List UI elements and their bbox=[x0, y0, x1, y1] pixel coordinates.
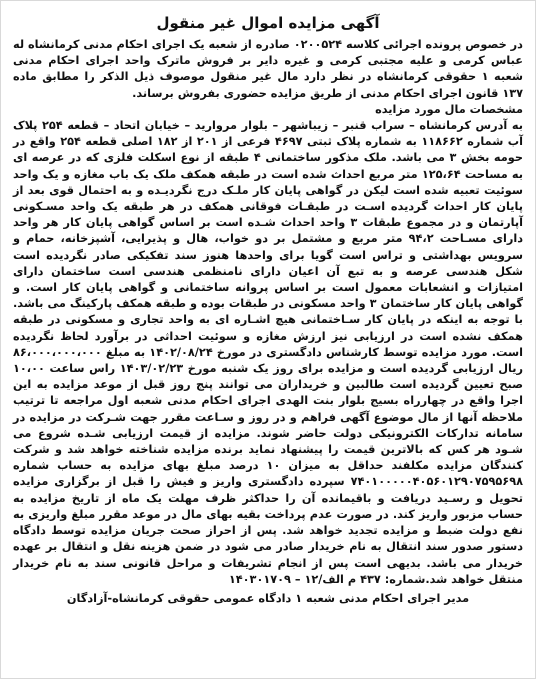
notice-property-heading: مشخصات مال مورد مزایده bbox=[375, 102, 523, 116]
notice-signature: مدیر اجرای احکام مدنی شعبه ۱ دادگاه عمومی حقوقی کرمانشاه-آزادگان bbox=[66, 591, 470, 605]
notice-property-details: به آدرس کرمانشاه – سراب قنبر – زیباشهر – بلوار مروارید – خیابان اتحاد – قطعه ۲۵۴ پلاک آب شماره ۱۱۸۶۶۲ به شماره پلاک ثبتی ۴۶۹۷ فرعی از ۲۰۱ از ۱۸۲ اصلی قطعه ۲۵۴ واقع در حومه بخش ۳ می باشد. ملک مذکور ساختمانی ۴ طبقه از نوع اسکلت فلزی که در عرصه ای به مساحت ۱۲۵،۶۴ متر مربع احداث شده است در طبقه همکف ملک یک باب مغازه و یک واحد سوئیت تعبیه شده است لیکن در گواهی پایان کار ملـک درج نگردیـده و به احتمال قوی بعد از پایان کار احداث گردیده اسـت در طبقـات فوقانی همکف در هر طبقه یک واحد مسـکونی آپارتمان و در مجموع طبقات ۳ واحد احداث شـده است بر اساس گواهی پایان کار هر واحد دارای مسـاحت ۹۴،۲ متر مربع و مشتمل بر دو خواب، هال و پذیرایی، آشپزخانه، حمام و سرویس بهداشتی و تراس است گویا برای واحدها هنوز سند تفکیکی صادر نگردیده است شکل هندسی عرصه و به تبع آن اعیان دارای نامنظمی هندسی است ساختمان دارای امتیازات و انشعابات معمول است بر اساس پروانه ساختمانی و گواهی پایان کار است. و گواهی پایان کار ساختمان ۳ واحد مسکونی در طبقات بوده و طبقه همکف پارکینگ می باشد. با توجه به اینکه در پایان کار سـاختمانی هیچ اشـاره ای به واحد تجاری و مسکونی در طبقه همکف نشده است در ارزیابی نیز ارزش مغازه و سوئیت احداثی در برآورد لحاظ نگردیده است. مورد مزایده توسط کارشناس دادگستری در مورخ ۱۴۰۲/۰۸/۲۴ به مبلغ ۸۶،۰۰۰،۰۰۰،۰۰۰ ریال ارزیابی گردیده است و مزایده برای روز یک شنبه مورخ ۱۴۰۳/۰۲/۲۳ راس ساعت ۱۰،۰۰ صبح تعیین گردیده است طالبین و خریداران می توانند پنج روز قبل از موعد مزایده به این اجرا واقع در چهارراه بسیج بلوار بنت الهدی اجرای احکام مدنی شعبه اول مراجعه تا ترتیب ملاحظه آنها از مال موضوع آگهی فراهم و در روز و سـاعت مقرر جهت شـرکت در مزایده در سامانه تدارکات الکترونیکی دولت حاضر شوند. مزایده از قیمت ارزیابی شـده شروع می شـود هر کس که بالاترین قیمت را پیشنهاد نماید برنده مزایده شناخته خواهد شد و شرکت کنندگان مزایده مکلفند حداقل به میزان ۱۰ درصد مبلغ بهای مزایده به حساب شماره ۷۴۰۱۰۰۰۰۰۴۰۵۶۰۱۲۹۰۷۵۹۵۶۹۸ سپرده دادگستری واریز و فیش را قبل از برگزاری مزایده تحویل و رسـید دریافت و باقیمانده آن را حداکثر ظرف مهلت یک ماه از تاریخ مزایده به حساب مزبور واریز کند. در صورت عدم پرداخت بقیه بهای مال در موعد مقرر مبلغ واریزی به نفع دولت ضبط و مزایده تجدید خواهد شد. پس از احراز صحت جریان مزایده توسط دادگاه دستور صدور سند انتقال به نام خریدار صادر می شود در ضمن هزینه نقل و انتقال بر عهده خریدار می باشد. بدیهی است پس از انجام تشریفات و مراحل قانونی سند به نام خریدار منتقل خواهد شد.شماره: ۴۳۷ م الف/۱۲ – ۱۴۰۳۰۱۷۰۹ bbox=[13, 119, 524, 586]
notice-intro: در خصوص پرونده اجرائی کلاسه ۰۲۰۰۵۲۴ صادره از شعبه یک اجرای احکام مدنی کرمانشاه له عباس کرمی و علیه مجتبی کرمی و غیره دایر بر فروش ماترک واحد اجرای احکام مدنی شعبه ۱ حقوقی کرمانشاه در نظر دارد مال غیر منقول موصوف ذیل الذکر را مطابق ماده ۱۳۷ قانون اجرای احکام مدنی از طریق مزایده حضوری بفروش برساند. bbox=[12, 38, 523, 100]
notice-title: آگهی مزایده اموال غیر منقول bbox=[156, 14, 380, 32]
